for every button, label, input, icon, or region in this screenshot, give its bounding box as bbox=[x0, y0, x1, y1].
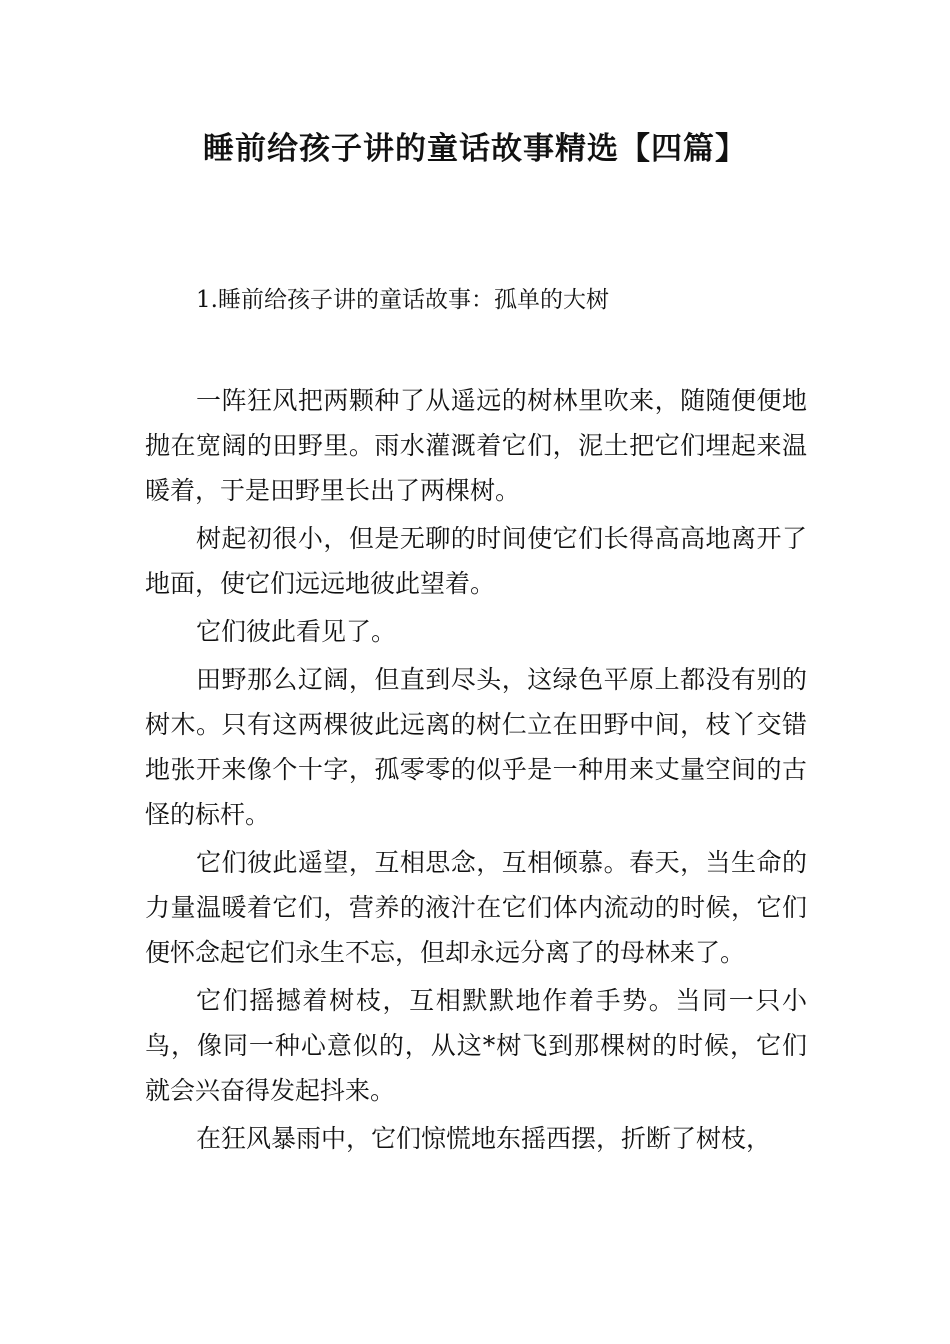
paragraph: 在狂风暴雨中，它们惊慌地东摇西摆，折断了树枝， bbox=[196, 1124, 772, 1153]
paragraph: 树起初很小，但是无聊的时间使它们长得高高地离开了地面，使它们远远地彼此望着。 bbox=[145, 524, 807, 598]
paragraph: 它们彼此看见了。 bbox=[196, 617, 397, 646]
paragraph: 它们彼此遥望，互相思念，互相倾慕。春天，当生命的力量温暖着它们，营养的液汁在它们体内流动的时候，它们便怀念起它们永生不忘，但却永远分离了的母林来了。 bbox=[145, 848, 807, 967]
paragraph: 田野那么辽阔，但直到尽头，这绿色平原上都没有别的树木。只有这两棵彼此远离的树仁立在田野中间，枝丫交错地张开来像个十字，孤零零的似乎是一种用来丈量空间的古怪的标杆。 bbox=[145, 665, 807, 829]
section-heading: 1.睡前给孩子讲的童话故事：孤单的大树 bbox=[196, 287, 609, 313]
document-title: 睡前给孩子讲的童话故事精选【四篇】 bbox=[203, 131, 747, 167]
story-body bbox=[145, 378, 807, 1164]
paragraph: 一阵狂风把两颗种了从遥远的树林里吹来，随随便便地抛在宽阔的田野里。雨水灌溉着它们，泥土把它们埋起来温暖着，于是田野里长出了两棵树。 bbox=[145, 386, 807, 505]
paragraph: 它们摇撼着树枝，互相默默地作着手势。当同一只小鸟，像同一种心意似的，从这*树飞到那棵树的时候，它们就会兴奋得发起抖来。 bbox=[145, 986, 807, 1105]
